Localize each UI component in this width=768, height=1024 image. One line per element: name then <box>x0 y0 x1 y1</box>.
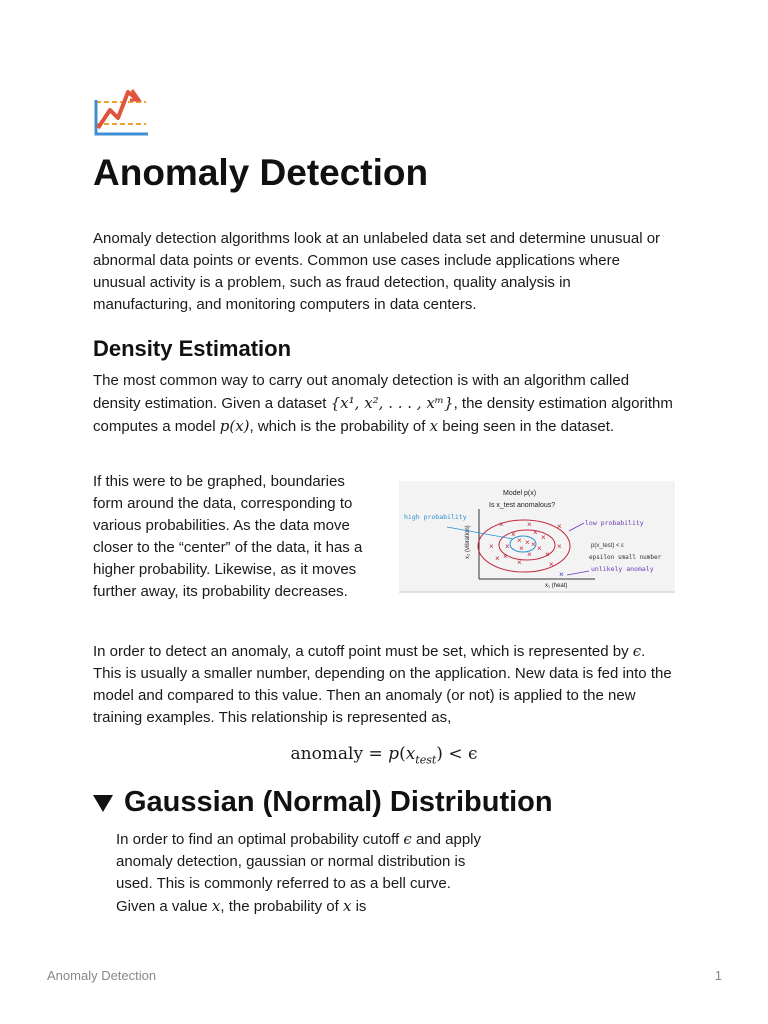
svg-text:×: × <box>527 520 532 529</box>
svg-text:×: × <box>511 530 516 539</box>
svg-text:×: × <box>537 544 542 553</box>
epsilon-label: epsilon small number <box>589 554 662 561</box>
chart-line-up-icon <box>92 86 150 142</box>
data-points <box>489 520 562 569</box>
figure-subtitle: Is x_test anomalous? <box>489 502 556 509</box>
page-number: 1 <box>714 968 722 983</box>
svg-text:×: × <box>495 554 500 563</box>
svg-text:×: × <box>505 542 510 551</box>
intro-paragraph: Anomaly detection algorithms look at an unlabeled data set and determine unusual or abnormal data points or events. Common use cases include applications where unusual activity is a problem, such as fraud detection, quality analysis in manufacturing, and monitoring computers in data centers. <box>93 230 661 313</box>
low-probability-label: low probability <box>585 519 644 527</box>
svg-text:×: × <box>525 538 530 547</box>
figure-title: Model p(x) <box>503 490 537 497</box>
anomaly-formula: anomaly = $p(x_{test}) < \epsilon$ <box>290 744 478 767</box>
svg-text:×: × <box>499 520 504 529</box>
anomaly-point: × <box>559 570 564 579</box>
figure-xlabel: x₁ (heat) <box>545 583 568 589</box>
svg-text:×: × <box>519 544 524 553</box>
svg-text:×: × <box>533 528 538 537</box>
svg-text:×: × <box>489 542 494 551</box>
svg-text:×: × <box>549 560 554 569</box>
gaussian-paragraph: In order to find an optimal probability cutoff ϵ and apply anomaly detection, gaussian or normal distribution is used. This is commonly referred to as a bell curve. Given a value x, the probability of x is <box>116 830 482 915</box>
graph-paragraph: If this were to be graphed, boundaries form around the data, corresponding to various probabilities. As the data move closer to the “center” of the data, it has a higher probability. Likewise, as it moves further away, its probability decreases. <box>93 473 363 600</box>
svg-text:×: × <box>557 542 562 551</box>
unlikely-anomaly-label: unlikely anomaly <box>591 565 654 573</box>
svg-text:×: × <box>503 552 508 561</box>
svg-text:×: × <box>531 540 536 549</box>
figure-ylabel: x₂ (vibration) <box>465 525 471 559</box>
condition-label: p(x_test) < ε <box>591 543 624 549</box>
svg-text:×: × <box>545 550 550 559</box>
cutoff-paragraph: In order to detect an anomaly, a cutoff point must be set, which is represented by ϵ. This is usually a smaller number, depending on the application. New data is fed into the model and compared to this value. Then an anomaly (or not) is applied to the new training examples. This relationship is represented as, <box>93 642 672 726</box>
toggle-triangle-icon[interactable] <box>93 795 113 812</box>
svg-text:×: × <box>517 536 522 545</box>
svg-text:×: × <box>541 533 546 542</box>
svg-text:×: × <box>517 558 522 567</box>
footer-title: Anomaly Detection <box>47 968 157 983</box>
density-estimation-heading: Density Estimation <box>93 336 292 361</box>
gaussian-toggle-heading[interactable]: Gaussian (Normal) Distribution <box>93 786 553 819</box>
density-paragraph: The most common way to carry out anomaly detection is with an algorithm called density estimation. Given a dataset {x¹, x², . . . , xᵐ}, the density estimation algorithm computes a model p(x), which is the probability of x being seen in the dataset. <box>93 372 673 435</box>
high-probability-label: high probability <box>404 513 467 521</box>
density-plot-figure <box>399 481 675 593</box>
svg-text:×: × <box>557 522 562 531</box>
page-title: Anomaly Detection <box>93 152 429 193</box>
svg-text:×: × <box>527 550 532 559</box>
